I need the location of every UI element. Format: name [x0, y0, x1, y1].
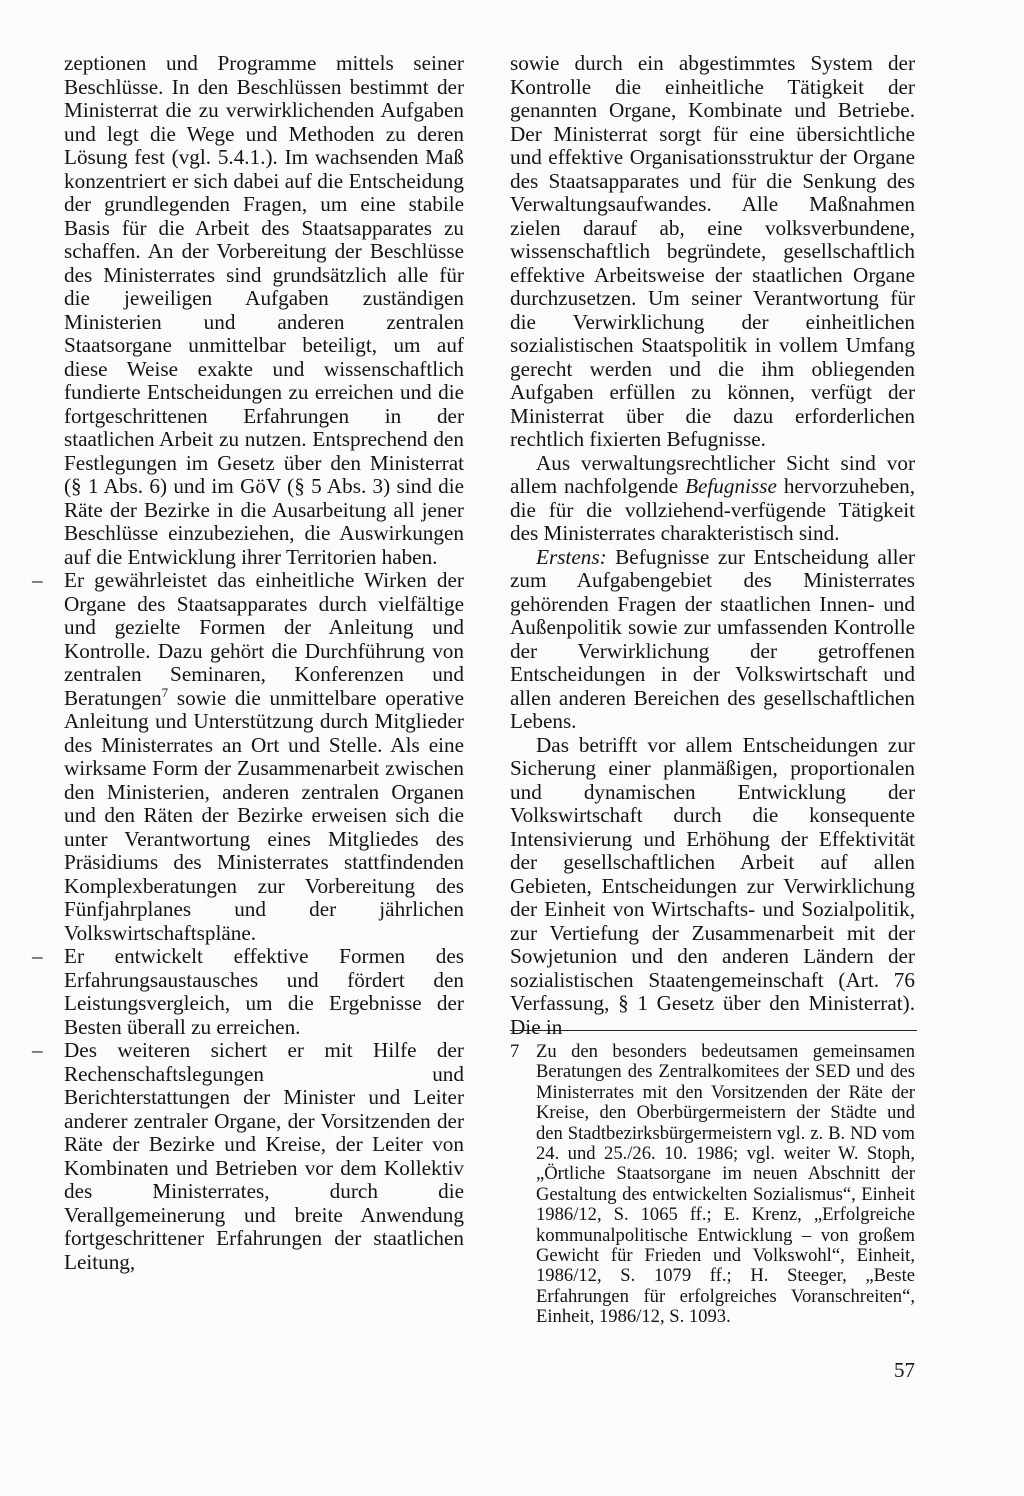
paragraph-text-part: Aus verwaltungsrechtlicher Sicht sind vor allem nachfolgende [510, 450, 915, 498]
list-item-text [64, 569, 464, 945]
footnote [510, 1042, 915, 1328]
emphasis: Befugnisse [685, 474, 777, 498]
paragraph [510, 452, 915, 546]
footnote-divider [510, 1030, 917, 1031]
paragraph: Das betrifft vor allem Entscheidungen zur Sicherung einer planmäßigen, proportionalen und dynamischen Entwicklung der Volkswirtschaft durch die konsequente Intensivierung und Erhöhung der Effektivität der gesellschaftlichen Arbeit auf allen Gebieten, Entscheidungen zur Verwirklichung der Einheit von Wirtschafts- und Sozialpolitik, zur Vertiefung der Zusammenarbeit mit der Sowjetunion und den anderen Ländern der sozialistischen Staatengemeinschaft (Art. 76 Verfassung, § 1 Gesetz über den Ministerrat). Die in [510, 732, 915, 1039]
page-number: 57 [894, 1358, 915, 1382]
left-column [32, 51, 464, 1274]
list-item-text: Des weiteren sichert er mit Hilfe der Rechenschaftslegungen und Berichterstattungen der Minister und Leiter anderer zentraler Organe, der Vorsitzenden der Räte der Bezirke und Kreise, der Leiter von Kombinaten und Betrieben vor dem Kollektiv des Ministerrates, durch die Verallgemeinerung und breite Anwendung fortgeschrittener Erfahrungen der staatlichen Leitung, [64, 1038, 464, 1274]
footnote-reference: 7 [161, 684, 169, 700]
right-column [510, 52, 915, 1039]
footnote-number: 7 [510, 1041, 520, 1062]
list-item [32, 944, 464, 1039]
paragraph-continuation: zeptionen und Programme mittels seiner Beschlüsse. In den Beschlüssen bestimmt der Ministerrat die zu verwirklichenden Aufgaben und legt die Wege und Methoden zu deren Lösung fest (vgl. 5.4.1.). Im wachsenden Maß konzentriert er sich dabei auf die Entscheidung der grundlegenden Fragen, um eine stabile Basis für die Arbeit des Staatsapparates zu schaffen. An der Vorbereitung der Beschlüsse des Ministerrates sind grundsätzlich alle für die jeweiligen Aufgaben zuständigen Ministerien und anderen zentralen Staatsorgane unmittelbar beteiligt, um auf diese Weise exakte und wissenschaftlich fundierte Entscheidungen zu erreichen und die fortgeschrittenen Erfahrungen in der staatlichen Arbeit zu nutzen. Entsprechend den Festlegungen im Gesetz über den Ministerrat (§ 1 Abs. 6) und im GöV (§ 5 Abs. 3) sind die Räte der Bezirke in die Ausarbeitung all jener Beschlüsse einzubeziehen, die Auswirkungen auf die Entwicklung ihrer Territorien haben. [64, 51, 464, 569]
paragraph-text-part: Befugnisse zur Entscheidung aller zum Aufgabengebiet des Ministerrates gehörenden Fragen der staatlichen Innen- und Außenpolitik sowie zur umfassenden Kontrolle der Verwirklichung der getroffenen Entscheidungen in der Volkswirtschaft und allen anderen Bereichen des gesellschaftlichen Lebens. [510, 544, 915, 733]
dash-bullet: – [32, 944, 43, 968]
paragraph-text-part: hervorzuheben, die für die vollziehend-verfügende Tätigkeit des Ministerrates charakteristisch sind. [510, 474, 915, 545]
paragraph [510, 546, 915, 734]
list-item-text: Er entwickelt effektive Formen des Erfahrungsaustausches und fördert den Leistungsvergleich, um die Ergebnisse der Besten überall zu erreichen. [64, 944, 464, 1039]
paragraph: sowie durch ein abgestimmtes System der Kontrolle die einheitliche Tätigkeit der genannten Organe, Kombinate und Betriebe. Der Ministerrat sorgt für eine übersichtliche und effektive Organisationsstruktur der Organe des Staatsapparates und für die Senkung des Verwaltungsaufwandes. Alle Maßnahmen zielen darauf ab, eine volksverbundene, wissenschaftlich begründete, gesellschaftlich effektive Arbeitsweise der staatlichen Organe durchzusetzen. Um seiner Verantwortung für die Verwirklichung der einheitlichen sozialistischen Staatspolitik in vollem Umfang gerecht werden und die ihm obliegenden Aufgaben erfüllen zu können, verfügt der Ministerrat über die dazu erforderlichen rechtlich fixierten Befugnisse. [510, 51, 915, 451]
dash-bullet: – [32, 1038, 43, 1062]
list-item [32, 1038, 464, 1274]
emphasis: Erstens: [536, 544, 607, 569]
list-item-text-part: Er gewährleistet das einheitliche Wirken der Organe des Staatsapparates durch vielfältige und gezielte Formen der Anleitung und Kontrolle. Dazu gehört die Durchführung von zentralen Seminaren, Konferenzen und Beratungen [64, 568, 464, 710]
list-item [32, 568, 464, 945]
dash-bullet: – [32, 568, 43, 592]
list-item-text-part: sowie die unmittelbare operative Anleitung und Unterstützung durch Mitglieder des Ministerrates an Ort und Stelle. Als eine wirksame Form der Zusammenarbeit zwischen den Ministerien, anderen zentralen Organen und den Räten der Bezirke erweisen sich die unter Verantwortung eines Mitgliedes des Präsidiums des Ministerrates stattfindenden Komplexberatungen zur Vorbereitung des Fünfjahrplanes und der jährlichen Volkswirtschaftspläne. [64, 685, 464, 945]
footnote-text: Zu den besonders bedeutsamen gemeinsamen Beratungen des Zentralkomitees der SED und des Ministerrates mit den Vorsitzenden der Räte der Kreise, den Oberbürgermeistern der Städte und den Stadtbezirksbürgermeistern vgl. z. B. ND vom 24. und 25./26. 10. 1986; vgl. weiter W. Stoph, „Örtliche Staatsorgane im neuen Abschnitt der Gestaltung des entwickelten Sozialismus“, Einheit 1986/12, S. 1065 ff.; E. Krenz, „Erfolgreiche kommunalpolitische Entwicklung – von großem Gewicht für Frieden und Volkswohl“, Einheit, 1986/12, S. 1079 ff.; H. Steeger, „Beste Erfahrungen für erfolgreiches Voranschreiten“, Einheit, 1986/12, S. 1093. [536, 1041, 915, 1328]
